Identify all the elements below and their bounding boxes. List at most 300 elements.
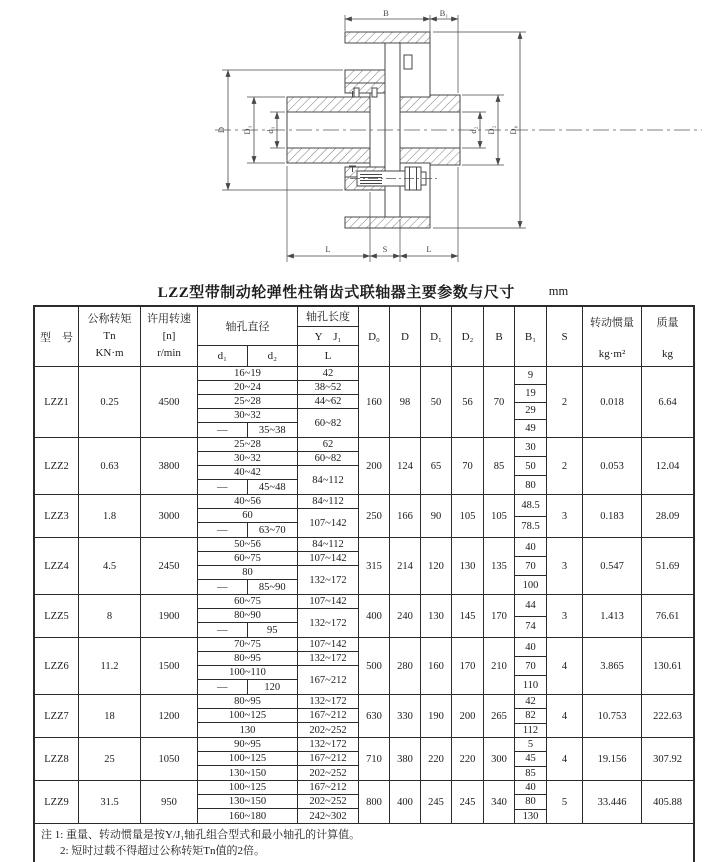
B1-column (515, 595, 547, 637)
bore-range: 25~28 (234, 439, 261, 450)
B1-column (515, 367, 547, 437)
model-cell: LZZ4 (35, 538, 79, 594)
D0-cell: 250 (359, 495, 390, 537)
length-range: 60~82 (298, 452, 358, 466)
speed-cell: 3000 (141, 495, 198, 537)
table-body (35, 367, 693, 824)
col-header-mass (642, 307, 693, 366)
bore-row (198, 738, 297, 752)
D-cell: 240 (390, 595, 421, 637)
table-row (35, 738, 693, 781)
B-cell: 170 (484, 595, 515, 637)
bore-row (198, 409, 297, 423)
bore-range: 30~32 (234, 453, 261, 464)
bore-row (198, 438, 297, 452)
bore-range: 40~42 (234, 467, 261, 478)
S-cell: 4 (547, 738, 583, 780)
B1-column (515, 638, 547, 694)
B1-value: 78.5 (521, 521, 540, 533)
torque-cell: 25 (79, 738, 141, 780)
bore-range: 100~125 (228, 710, 267, 721)
page-title: LZZ型带制动轮弹性柱销齿式联轴器主要参数与尺寸 (157, 284, 515, 301)
bore-length-column (298, 781, 359, 823)
speed-cell: 1200 (141, 695, 198, 737)
dim-label-B1: B₁ (439, 8, 449, 18)
length-range: 38~52 (298, 381, 358, 395)
bore-row (198, 538, 297, 552)
B1-value: 74 (525, 621, 536, 633)
bore-length-column (298, 538, 359, 594)
bore-range: 90~95 (234, 739, 261, 750)
col-header-D2: D₂ (452, 307, 484, 366)
B1-value: 19 (515, 385, 546, 403)
length-range: 132~172 (298, 652, 358, 666)
col-header-D0: D₀ (359, 307, 390, 366)
length-range: 132~172 (309, 617, 347, 629)
bore-range: 80~90 (234, 610, 261, 621)
B1-value: 40 (515, 538, 546, 557)
B1-value: 30 (515, 438, 546, 457)
bore-length-column (298, 595, 359, 637)
inertia-cell: 19.156 (583, 738, 642, 780)
length-range: 132~172 (298, 738, 358, 752)
D1-cell: 190 (421, 695, 452, 737)
bore-row (198, 480, 297, 494)
mass-cell: 51.69 (655, 560, 680, 572)
mass-cell: 12.04 (655, 460, 680, 472)
speed-cell: 4500 (141, 367, 198, 437)
col-header-S: S (547, 307, 583, 366)
B1-value: 82 (515, 709, 546, 723)
model-cell: LZZ3 (35, 495, 79, 537)
coupling-section-drawing (0, 0, 726, 278)
col-header-inertia (583, 307, 642, 366)
torque-cell: 11.2 (79, 638, 141, 694)
bore-row (198, 752, 297, 766)
D1-cell: 65 (421, 438, 452, 494)
D1-cell: 50 (421, 367, 452, 437)
B-cell: 85 (484, 438, 515, 494)
bore-length-label: 轴孔长度 (298, 307, 358, 327)
length-range: 167~212 (298, 781, 358, 795)
S-cell: 2 (547, 367, 583, 437)
B1-column (515, 538, 547, 594)
bore-row (198, 381, 297, 395)
dim-label-B: B (383, 8, 389, 18)
length-range: 84~112 (298, 495, 358, 509)
torque-header-line: Tn (103, 329, 116, 342)
bore-length-column (298, 695, 359, 737)
S-cell: 5 (547, 781, 583, 823)
bore-d2-value: 63~70 (258, 524, 286, 536)
bore-row (198, 809, 297, 823)
length-range: 107~142 (298, 595, 358, 609)
D1-cell: 160 (421, 638, 452, 694)
col-header-d1: d₁ (198, 346, 248, 366)
mass-cell: 222.63 (653, 710, 682, 722)
model-cell: LZZ1 (35, 367, 79, 437)
torque-header-line: KN·m (95, 347, 124, 360)
bore-row (198, 695, 297, 709)
S-cell: 3 (547, 495, 583, 537)
bore-row (198, 666, 297, 680)
D-cell: 124 (390, 438, 421, 494)
length-range: 242~302 (309, 810, 347, 822)
note-1: 注 1: 重量、转动惯量是按Y/J₁轴孔组合型式和最小轴孔的计算值。 (41, 829, 361, 841)
D-cell: 98 (390, 367, 421, 437)
length-range: 202~252 (298, 795, 358, 809)
B1-value: 49 (525, 423, 536, 435)
B1-value: 5 (515, 738, 546, 752)
speed-header-line: [n] (162, 329, 176, 342)
bore-range: 80~95 (234, 653, 261, 664)
col-header-d2: d₂ (267, 350, 277, 363)
speed-cell: 950 (141, 781, 198, 823)
bore-range: 130~150 (228, 796, 267, 807)
col-header-yj1: Y J₁ (298, 327, 358, 347)
col-header-bore-diameter (198, 307, 298, 366)
bore-range: 50~56 (234, 539, 261, 550)
length-range: 167~212 (298, 709, 358, 723)
bore-d2-value: 95 (267, 624, 278, 636)
length-range: 167~212 (298, 752, 358, 766)
B1-value: 130 (522, 810, 539, 822)
bore-row (198, 723, 297, 737)
B1-column (515, 781, 547, 823)
length-range: 202~252 (309, 767, 347, 779)
B1-value: 112 (522, 724, 539, 736)
speed-header-line: r/min (157, 347, 181, 360)
torque-cell: 8 (79, 595, 141, 637)
model-cell: LZZ6 (35, 638, 79, 694)
D-cell: 214 (390, 538, 421, 594)
length-range: 44~62 (298, 395, 358, 409)
bore-length-column (298, 638, 359, 694)
unit-label: mm (548, 283, 569, 298)
bore-range: 25~28 (234, 396, 261, 407)
table-row (35, 495, 693, 538)
bore-d2-value: 35~38 (258, 424, 286, 436)
model-cell: LZZ5 (35, 595, 79, 637)
table-row (35, 638, 693, 695)
D2-cell: 220 (452, 738, 484, 780)
B-cell: 70 (484, 367, 515, 437)
B1-value: 44 (515, 595, 546, 617)
speed-header-line: 许用转速 (147, 312, 191, 325)
bore-range: 80~95 (234, 696, 261, 707)
bore-d2-value: 120 (264, 681, 281, 693)
col-header-model: 型 号 (35, 307, 79, 366)
length-range: 62 (298, 438, 358, 452)
bore-row (198, 566, 297, 580)
table-header (35, 307, 693, 367)
D-cell: 166 (390, 495, 421, 537)
D2-cell: 105 (452, 495, 484, 537)
B1-value: 42 (515, 695, 546, 709)
bore-row (198, 680, 297, 694)
B1-value: 110 (522, 679, 539, 691)
bore-diameter-column (198, 495, 298, 537)
table-row (35, 781, 693, 824)
bore-range: 20~24 (234, 382, 261, 393)
bore-range: 60 (242, 510, 253, 521)
bore-range: 80 (242, 567, 253, 578)
dim-label-D2: D₂ (486, 125, 496, 135)
model-cell: LZZ2 (35, 438, 79, 494)
bore-range: 70~75 (234, 639, 261, 650)
B1-value: 29 (515, 403, 546, 421)
torque-cell: 0.25 (79, 367, 141, 437)
dim-label-d2: d₂ (468, 126, 478, 134)
inertia-cell: 3.865 (583, 638, 642, 694)
mass-cell: 307.92 (653, 753, 682, 765)
bore-row (198, 495, 297, 509)
bore-row (198, 781, 297, 795)
B1-column (515, 738, 547, 780)
inertia-cell: 10.753 (583, 695, 642, 737)
bore-row (198, 367, 297, 381)
bore-range: 40~56 (234, 496, 261, 507)
bore-length-column (298, 438, 359, 494)
bore-diameter-label: 轴孔直径 (198, 307, 297, 346)
bore-range: 160~180 (228, 810, 267, 822)
dim-label-L-left: L (325, 244, 331, 254)
D1-cell: 120 (421, 538, 452, 594)
D2-cell: 200 (452, 695, 484, 737)
D1-cell: 90 (421, 495, 452, 537)
bore-row (198, 580, 297, 594)
bore-row (198, 595, 297, 609)
B1-column (515, 438, 547, 494)
torque-header-line: 公称转矩 (87, 312, 132, 325)
bore-diameter-column (198, 695, 298, 737)
mass-header-line: 质量 (656, 317, 679, 329)
dim-label-d1: d₁ (265, 126, 275, 134)
bore-d1-value: — (198, 623, 248, 637)
dim-label-D: D (216, 126, 226, 134)
model-cell: LZZ7 (35, 695, 79, 737)
bore-row (198, 552, 297, 566)
table-row (35, 367, 693, 438)
inertia-cell: 0.547 (583, 538, 642, 594)
bore-diameter-column (198, 538, 298, 594)
B1-value: 40 (515, 781, 546, 795)
D0-cell: 400 (359, 595, 390, 637)
D1-cell: 220 (421, 738, 452, 780)
inertia-header-line: 转动惯量 (590, 317, 634, 329)
inertia-cell: 33.446 (583, 781, 642, 823)
col-header-torque (79, 307, 141, 366)
D-cell: 380 (390, 738, 421, 780)
bore-length-column (298, 495, 359, 537)
bore-length-column (298, 738, 359, 780)
table-row (35, 538, 693, 595)
length-range: 84~112 (312, 474, 344, 486)
bore-diameter-column (198, 595, 298, 637)
length-range: 107~142 (309, 517, 347, 529)
bore-row (198, 795, 297, 809)
B1-value: 9 (515, 367, 546, 385)
S-cell: 4 (547, 638, 583, 694)
B1-value: 80 (515, 795, 546, 809)
bore-row (198, 766, 297, 780)
D0-cell: 800 (359, 781, 390, 823)
col-header-speed (141, 307, 198, 366)
speed-cell: 1500 (141, 638, 198, 694)
bore-diameter-column (198, 781, 298, 823)
model-cell: LZZ9 (35, 781, 79, 823)
speed-cell: 3800 (141, 438, 198, 494)
torque-cell: 31.5 (79, 781, 141, 823)
bore-d2-value: 85~90 (258, 581, 286, 593)
length-range: 132~172 (309, 574, 347, 586)
B1-value: 70 (515, 557, 546, 576)
D0-cell: 315 (359, 538, 390, 594)
bore-d1-value: — (198, 480, 248, 494)
inertia-cell: 1.413 (583, 595, 642, 637)
length-range: 107~142 (298, 638, 358, 652)
bore-d1-value: — (198, 423, 248, 437)
B1-value: 70 (515, 657, 546, 676)
D0-cell: 160 (359, 367, 390, 437)
table-row (35, 595, 693, 638)
length-range: 107~142 (298, 552, 358, 566)
speed-cell: 2450 (141, 538, 198, 594)
torque-cell: 0.63 (79, 438, 141, 494)
length-range: 42 (298, 367, 358, 381)
length-range: 202~252 (309, 724, 347, 736)
D0-cell: 200 (359, 438, 390, 494)
D-cell: 280 (390, 638, 421, 694)
bore-row (198, 466, 297, 480)
B1-value: 85 (525, 767, 536, 779)
B-cell: 105 (484, 495, 515, 537)
torque-cell: 1.8 (79, 495, 141, 537)
inertia-header-line: kg·m² (598, 348, 626, 360)
D2-cell: 245 (452, 781, 484, 823)
bore-range: 60~75 (234, 596, 261, 607)
bore-d1-value: — (198, 580, 248, 594)
bore-range: 30~32 (234, 410, 261, 421)
bore-diameter-column (198, 738, 298, 780)
dim-label-S: S (382, 244, 388, 254)
inertia-cell: 0.183 (583, 495, 642, 537)
bore-row (198, 452, 297, 466)
speed-cell: 1050 (141, 738, 198, 780)
dim-label-L-right: L (426, 244, 432, 254)
B-cell: 340 (484, 781, 515, 823)
bore-row (198, 509, 297, 523)
bore-length-column (298, 367, 359, 437)
B1-column (515, 695, 547, 737)
bore-range: 100~110 (229, 667, 266, 678)
bore-range: 16~19 (234, 368, 261, 379)
mass-header-line: kg (662, 348, 673, 360)
inertia-cell: 0.018 (583, 367, 642, 437)
dim-label-D0: D₀ (508, 125, 518, 135)
S-cell: 3 (547, 595, 583, 637)
length-range: 60~82 (314, 417, 342, 429)
col-header-D1: D₁ (421, 307, 452, 366)
D1-cell: 130 (421, 595, 452, 637)
col-header-bore-length (298, 307, 359, 366)
B-cell: 265 (484, 695, 515, 737)
bore-range: 130~150 (228, 767, 267, 779)
col-header-bore-group (198, 307, 359, 366)
mass-cell: 6.64 (658, 396, 677, 408)
bore-range: 100~125 (228, 753, 267, 764)
B1-value: 50 (515, 457, 546, 476)
bore-row (198, 709, 297, 723)
bore-diameter-column (198, 638, 298, 694)
D-cell: 330 (390, 695, 421, 737)
mass-cell: 130.61 (653, 660, 682, 672)
B1-value: 45 (515, 752, 546, 766)
parameters-table (33, 305, 695, 862)
bore-d1-value: — (198, 680, 248, 694)
col-header-B: B (484, 307, 515, 366)
bore-range: 130 (239, 724, 256, 736)
D2-cell: 70 (452, 438, 484, 494)
D1-cell: 245 (421, 781, 452, 823)
bore-d2-value: 45~48 (258, 481, 286, 493)
B-cell: 300 (484, 738, 515, 780)
title-row (0, 278, 726, 304)
mass-cell: 28.09 (655, 510, 680, 522)
inertia-cell: 0.053 (583, 438, 642, 494)
D0-cell: 630 (359, 695, 390, 737)
D2-cell: 130 (452, 538, 484, 594)
col-header-D: D (390, 307, 421, 366)
col-header-B1: B₁ (515, 307, 547, 366)
S-cell: 3 (547, 538, 583, 594)
B1-value: 80 (525, 479, 536, 491)
B1-value: 48.5 (515, 495, 546, 517)
D-cell: 400 (390, 781, 421, 823)
length-range: 84~112 (298, 538, 358, 552)
model-cell: LZZ8 (35, 738, 79, 780)
D2-cell: 170 (452, 638, 484, 694)
bore-range: 60~75 (234, 553, 261, 564)
bore-row (198, 423, 297, 437)
B1-column (515, 495, 547, 537)
bore-diameter-column (198, 438, 298, 494)
notes (35, 824, 693, 862)
mass-cell: 405.88 (653, 796, 682, 808)
bore-row (198, 609, 297, 623)
col-header-L: L (324, 350, 332, 363)
bore-row (198, 523, 297, 537)
length-range: 167~212 (309, 674, 347, 686)
D0-cell: 710 (359, 738, 390, 780)
D2-cell: 56 (452, 367, 484, 437)
S-cell: 2 (547, 438, 583, 494)
bore-d1-value: — (198, 523, 248, 537)
bore-row (198, 652, 297, 666)
bore-range: 100~125 (228, 782, 267, 793)
table-row (35, 695, 693, 738)
bore-row (198, 395, 297, 409)
bore-diameter-column (198, 367, 298, 437)
bore-row (198, 623, 297, 637)
S-cell: 4 (547, 695, 583, 737)
B-cell: 210 (484, 638, 515, 694)
B1-value: 40 (515, 638, 546, 657)
table-row (35, 438, 693, 495)
torque-cell: 4.5 (79, 538, 141, 594)
B-cell: 135 (484, 538, 515, 594)
length-range: 132~172 (298, 695, 358, 709)
